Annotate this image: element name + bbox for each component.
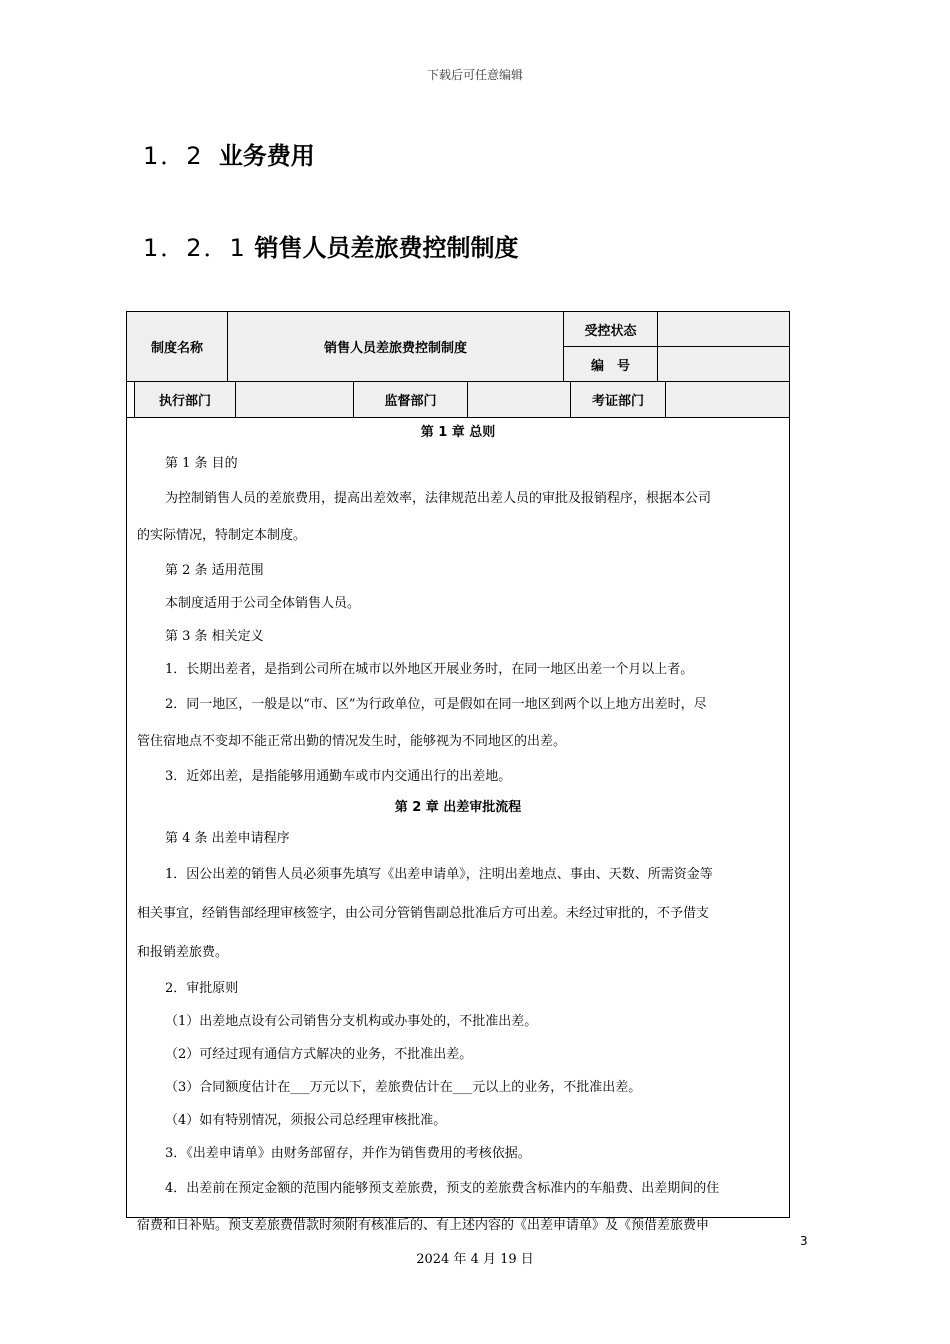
meta-row-name <box>127 312 789 382</box>
doc-number-label: 编 号 <box>564 347 658 381</box>
paragraph: 2．同一地区，一般是以“市、区”为行政单位，可是假如在同一地区到两个以上地方出差时，尽 <box>165 697 707 712</box>
chapter-heading: 第 2 章 出差审批流程 <box>394 800 522 815</box>
paragraph: （4）如有特别情况，须报公司总经理审核批准。 <box>165 1113 447 1128</box>
control-status-value <box>658 312 789 347</box>
paragraph: 和报销差旅费。 <box>137 945 229 960</box>
supervise-dept-value <box>468 382 571 417</box>
paragraph: 为控制销售人员的差旅费用，提高出差效率，法律规范出差人员的审批及报销程序，根据本公司 <box>165 491 712 506</box>
paragraph: 2．审批原则 <box>165 981 239 996</box>
footer-date: 2024 年 4 月 19 日 <box>416 1252 534 1267</box>
subsection-title: 销售人员差旅费控制制度 <box>254 234 519 262</box>
verify-dept-label: 考证部门 <box>571 382 666 417</box>
page-number: 3 <box>800 1234 808 1248</box>
paragraph: 宿费和日补贴。预支差旅费借款时须附有核准后的、有上述内容的《出差申请单》及《预借差旅费申 <box>137 1218 710 1233</box>
meta-row-departments <box>127 382 789 418</box>
exec-dept-label: 执行部门 <box>135 382 236 417</box>
paragraph: 1．因公出差的销售人员必须事先填写《出差申请单》，注明出差地点、事由、天数、所需资金等 <box>165 867 713 882</box>
paragraph: 3．近郊出差，是指能够用通勤车或市内交通出行的出差地。 <box>165 769 512 784</box>
paragraph: 本制度适用于公司全体销售人员。 <box>165 596 361 611</box>
section-title: 业务费用 <box>218 142 315 170</box>
supervise-dept-label: 监督部门 <box>354 382 468 417</box>
subsection-heading <box>143 228 518 263</box>
policy-body <box>127 418 789 1244</box>
chapter-heading: 第 1 章 总则 <box>420 425 496 440</box>
exec-dept-value <box>236 382 354 417</box>
paragraph: （3）合同额度估计在___万元以下，差旅费估计在___元以上的业务，不批准出差。 <box>165 1080 642 1095</box>
subsection-number: 1．2．1 <box>143 234 247 262</box>
section-number: 1．2 <box>143 142 204 170</box>
article-title: 第 1 条 目的 <box>165 456 238 471</box>
policy-table <box>126 311 790 1233</box>
article-title: 第 3 条 相关定义 <box>165 629 264 644</box>
doc-number-value <box>658 347 789 381</box>
paragraph: 管住宿地点不变却不能正常出勤的情况发生时，能够视为不同地区的出差。 <box>137 734 567 749</box>
paragraph: 3．《出差申请单》由财务部留存，并作为销售费用的考核依据。 <box>165 1146 531 1161</box>
section-heading <box>143 136 315 171</box>
header-note: 下载后可任意编辑 <box>426 68 523 82</box>
row-spacer <box>127 382 135 417</box>
paragraph: 的实际情况，特制定本制度。 <box>137 528 307 543</box>
policy-name-label: 制度名称 <box>127 312 228 381</box>
control-status-label: 受控状态 <box>564 312 658 347</box>
paragraph: 1．长期出差者，是指到公司所在城市以外地区开展业务时，在同一地区出差一个月以上者。 <box>165 662 694 677</box>
paragraph: 相关事宜，经销售部经理审核签字，由公司分管销售副总批准后方可出差。未经过审批的，不予借支 <box>137 906 710 921</box>
article-title: 第 4 条 出差申请程序 <box>165 831 290 846</box>
policy-name-value: 销售人员差旅费控制制度 <box>228 312 564 381</box>
paragraph: （2）可经过现有通信方式解决的业务，不批准出差。 <box>165 1047 473 1062</box>
paragraph: （1）出差地点设有公司销售分支机构或办事处的，不批准出差。 <box>165 1014 538 1029</box>
paragraph: 4．出差前在预定金额的范围内能够预支差旅费，预支的差旅费含标准内的车船费、出差期间的住 <box>165 1181 720 1196</box>
verify-dept-value <box>666 382 789 417</box>
article-title: 第 2 条 适用范围 <box>165 563 264 578</box>
